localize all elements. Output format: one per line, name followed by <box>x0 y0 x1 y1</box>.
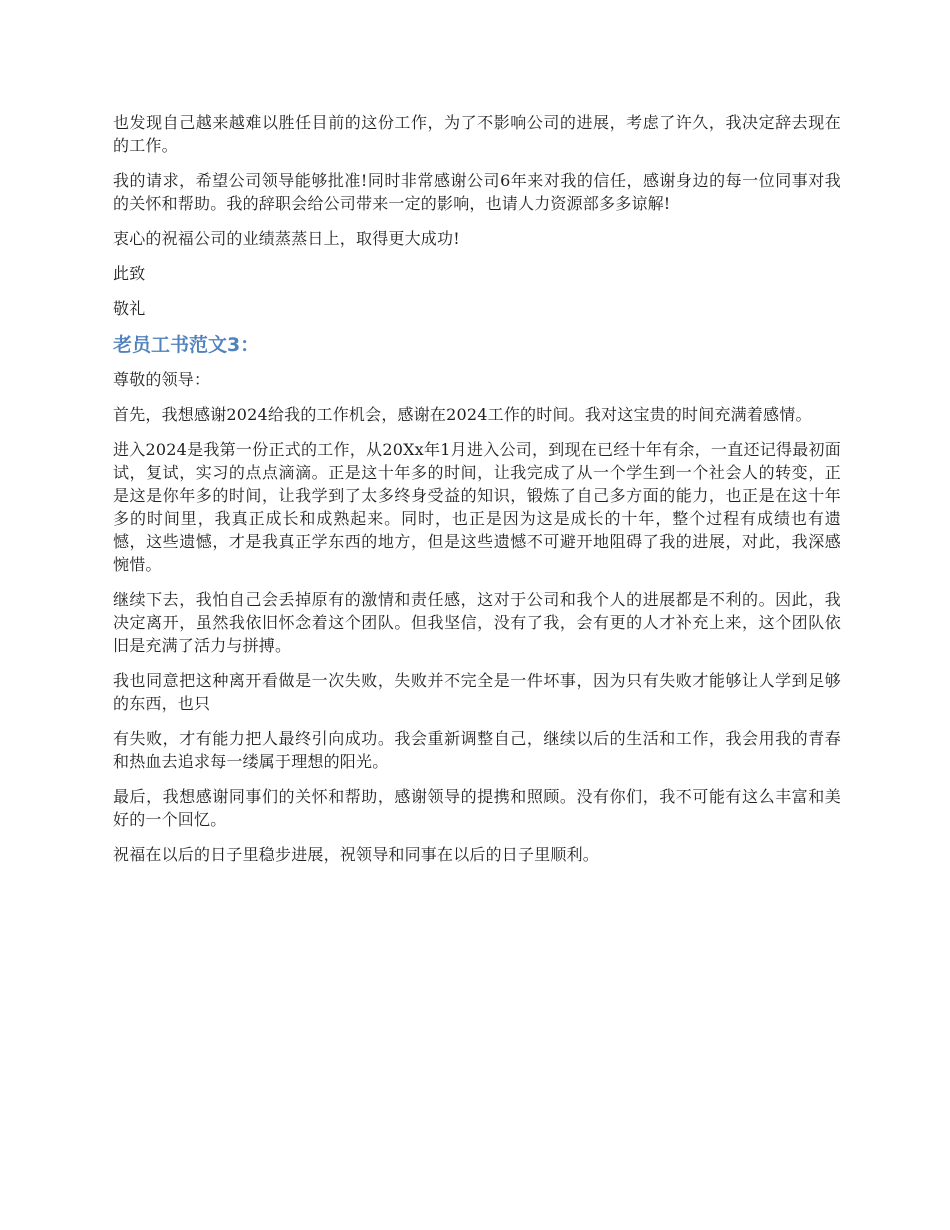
paragraph-decision: 继续下去，我怕自己会丢掉原有的激情和责任感，这对于公司和我个人的进展都是不利的。因此，我决定离开，虽然我依旧怀念着这个团队。但我坚信，没有了我，会有更的人才补充上来，这个团队依旧是充满了活力与拼搏。 <box>113 590 841 655</box>
document-page <box>113 111 841 878</box>
paragraph-success: 有失败，才有能力把人最终引向成功。我会重新调整自己，继续以后的生活和工作，我会用我的青春和热血去追求每一缕属于理想的阳光。 <box>113 729 841 771</box>
letter-greeting: 尊敬的领导： <box>113 370 211 389</box>
paragraph-failure: 我也同意把这种离开看做是一次失败，失败并不完全是一件坏事，因为只有失败才能够让人学到足够的东西，也只 <box>113 671 841 713</box>
paragraph-resign-reason: 也发现自己越来越难以胜任目前的这份工作，为了不影响公司的进展，考虑了许久，我决定辞去现在的工作。 <box>113 113 841 155</box>
paragraph-blessing: 衷心的祝福公司的业绩蒸蒸日上，取得更大成功! <box>113 229 460 248</box>
section-heading: 老员工书范文3： <box>113 334 260 356</box>
paragraph-request: 我的请求，希望公司领导能够批准!同时非常感谢公司6年来对我的信任，感谢身边的每一位同事对我的关怀和帮助。我的辞职会给公司带来一定的影响，也请人力资源部多多谅解! <box>113 171 841 213</box>
paragraph-history: 进入2024是我第一份正式的工作，从20Xx年1月进入公司，到现在已经十年有余，一直还记得最初面试，复试，实习的点点滴滴。正是这十年多的时间，让我完成了从一个学生到一个社会人的转变，正是这是你年多的时间，让我学到了太多终身受益的知识，锻炼了自己多方面的能力，也正是在这十年多的时间里，我真正成长和成熟起来。同时，也正是因为这是成长的十年，整个过程有成绩也有遗憾，这些遗憾，才是我真正学东西的地方，但是这些遗憾不可避开地阻碍了我的进展，对此，我深感惋惜。 <box>113 440 841 574</box>
paragraph-final-blessing: 祝福在以后的日子里稳步进展，祝领导和同事在以后的日子里顺利。 <box>113 845 600 864</box>
closing-salutation-1: 此致 <box>113 264 146 283</box>
closing-salutation-2: 敬礼 <box>113 299 146 318</box>
paragraph-thanks: 首先，我想感谢2024给我的工作机会，感谢在2024工作的时间。我对这宝贵的时间充满着感情。 <box>113 405 812 424</box>
paragraph-final-thanks: 最后，我想感谢同事们的关怀和帮助，感谢领导的提携和照顾。没有你们，我不可能有这么丰富和美好的一个回忆。 <box>113 787 841 829</box>
